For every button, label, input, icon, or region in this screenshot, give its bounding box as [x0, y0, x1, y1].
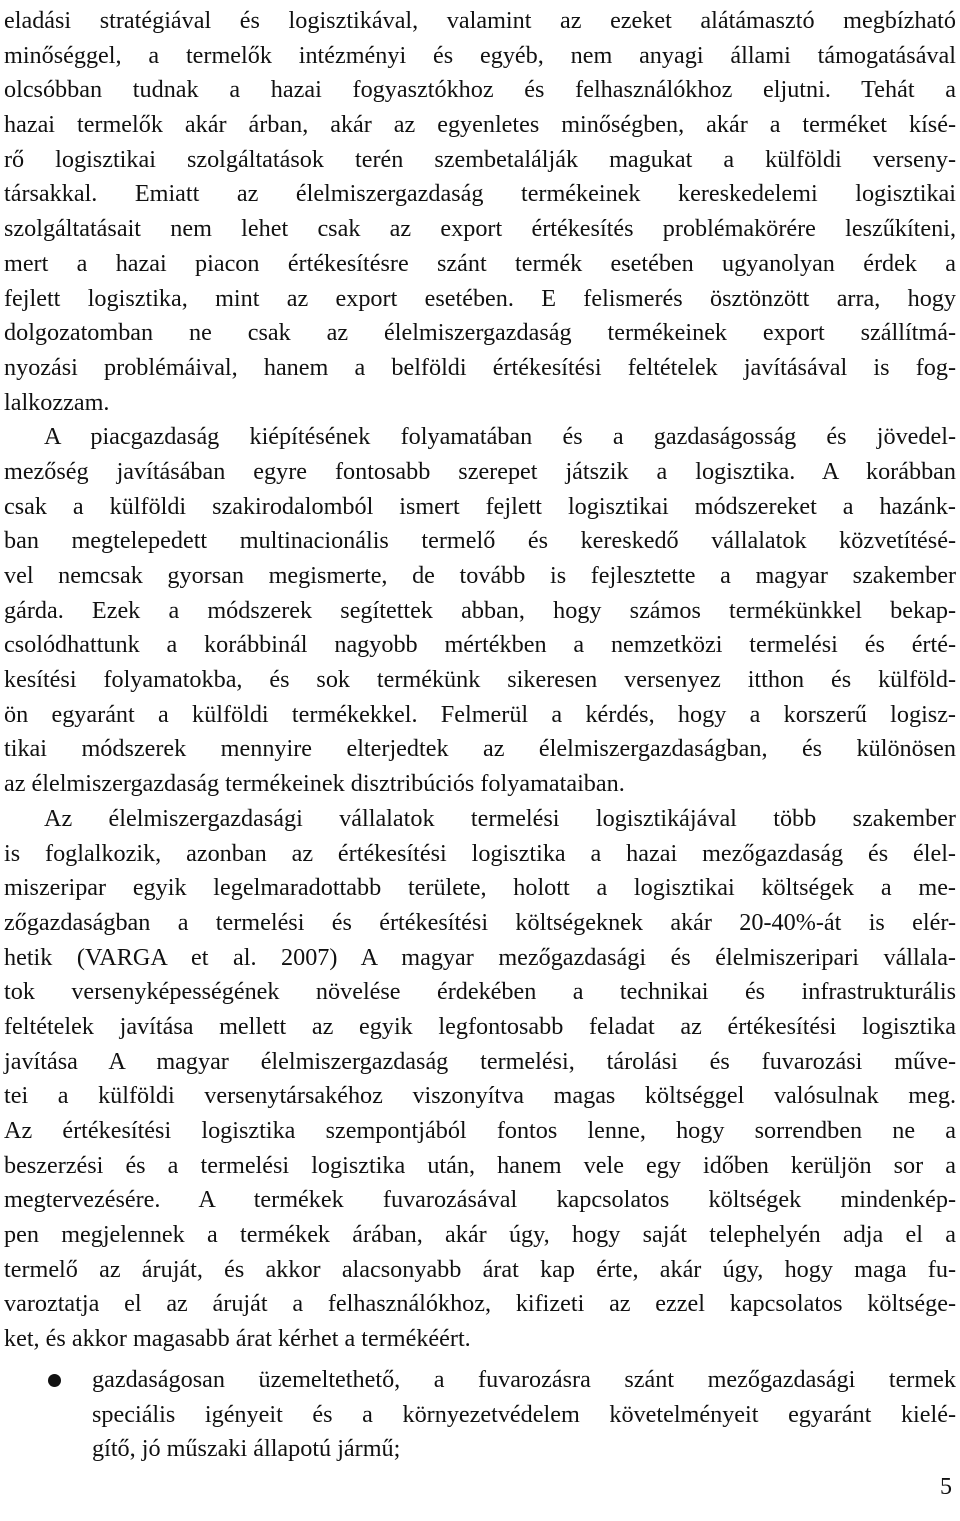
text-line: feltételek javítása mellett az egyik legfontosabb feladat az értékesítési logisztika [4, 1012, 956, 1040]
text-line: dolgozatomban ne csak az élelmiszergazdaság termékeinek export szállítmá- [4, 319, 956, 347]
text-line: hetik (VARGA et al. 2007) A magyar mezőgazdasági és élelmiszeripari vállala- [4, 943, 956, 971]
page-number: 5 [940, 1474, 952, 1500]
paragraph-1 [4, 4, 956, 420]
text-line: speciális igényeit és a környezetvédelem követelményeit egyaránt kielé- [92, 1400, 956, 1428]
document-page [4, 4, 956, 1467]
text-line: kesítési folyamatokba, és sok termékünk sikeresen versenyez itthon és külföld- [4, 666, 956, 694]
text-line: javítása A magyar élelmiszergazdaság termelési, tárolási és fuvarozási műve- [4, 1047, 956, 1075]
text-line: rő logisztikai szolgáltatások terén szembetalálják magukat a külföldi verseny- [4, 145, 956, 173]
text-line: társakkal. Emiatt az élelmiszergazdaság termékeinek kereskedelemi logisztikai [4, 180, 956, 208]
text-line: lalkozzam. [4, 388, 110, 416]
text-line: gazdaságosan üzemeltethető, a fuvarozásra szánt mezőgazdasági termek [92, 1365, 956, 1393]
text-line: termelő az áruját, és akkor alacsonyabb árat kap érte, akár úgy, hogy maga fu- [4, 1255, 956, 1283]
text-line: az élelmiszergazdaság termékeinek disztribúciós folyamataiban. [4, 770, 625, 798]
text-line: ban megtelepedett multinacionális termelő és kereskedő vállalatok közvetítésé- [4, 527, 956, 555]
text-line: zőgazdaságban a termelési és értékesítési költségeknek akár 20-40%-át is elér- [4, 908, 956, 936]
text-line: mert a hazai piacon értékesítésre szánt termék esetében ugyanolyan érdek a [4, 249, 956, 277]
text-line: varoztatja el az áruját a felhasználókhoz, kifizeti az ezzel kapcsolatos költsége- [4, 1290, 956, 1318]
text-line: nyozási problémáival, hanem a belföldi értékesítési feltételek javításával is fog- [4, 353, 956, 381]
text-line: minőséggel, a termelők intézményi és egyéb, nem anyagi állami támogatásával [4, 41, 956, 69]
text-line: gítő, jó műszaki állapotú jármű; [92, 1435, 401, 1463]
text-line: gárda. Ezek a módszerek segítettek abban, hogy számos termékünkkel bekap- [4, 596, 956, 624]
text-line: fejlett logisztika, mint az export esetében. E felismerés ösztönzött arra, hogy [4, 284, 956, 312]
bullet-list-item [4, 1363, 956, 1467]
text-line: Az élelmiszergazdasági vállalatok termelési logisztikájával több szakember [44, 804, 956, 832]
text-line: Az értékesítési logisztika szempontjából fontos lenne, hogy sorrendben ne a [4, 1117, 956, 1144]
text-line: ön egyaránt a külföldi termékekkel. Felmerül a kérdés, hogy a korszerű logisz- [4, 700, 956, 728]
text-line: is foglalkozik, azonban az értékesítési logisztika a hazai mezőgazdaság és élel- [4, 839, 956, 867]
text-line: hazai termelők akár árban, akár az egyenletes minőségben, akár a terméket kísé- [4, 111, 956, 139]
text-line: csak a külföldi szakirodalomból ismert fejlett logisztikai módszereket a hazánk- [4, 492, 956, 520]
text-line: szolgáltatásait nem lehet csak az export értékesítés problémakörére leszűkíteni, [4, 215, 956, 243]
text-line: csolódhattunk a korábbinál nagyobb mértékben a nemzetközi termelési és érté- [4, 631, 956, 659]
text-line: megtervezésére. A termékek fuvarozásával kapcsolatos költségek mindenkép- [4, 1186, 956, 1214]
text-line: eladási stratégiával és logisztikával, valamint az ezeket alátámasztó megbízható [4, 7, 956, 34]
text-line: tikai módszerek mennyire elterjedtek az élelmiszergazdaságban, és különösen [4, 735, 956, 763]
text-line: miszeripar egyik legelmaradottabb területe, holott a logisztikai költségek a me- [4, 874, 956, 902]
bullet-icon [48, 1374, 61, 1387]
paragraph-3 [4, 802, 956, 1357]
text-line: beszerzési és a termelési logisztika után, hanem vele egy időben kerüljön sor a [4, 1151, 956, 1179]
text-line: vel nemcsak gyorsan megismerte, de tovább is fejlesztette a magyar szakember [4, 562, 956, 589]
text-line: A piacgazdaság kiépítésének folyamatában és a gazdaságosság és jövedel- [44, 423, 956, 451]
text-line: ket, és akkor magasabb árat kérhet a termékéért. [4, 1325, 471, 1353]
text-line: mezőség javításában egyre fontosabb szerepet játszik a logisztika. A korábban [4, 457, 956, 485]
text-line: pen megjelennek a termékek árában, akár úgy, hogy saját telephelyén adja el a [4, 1221, 956, 1249]
paragraph-2 [4, 420, 956, 802]
text-line: tei a külföldi versenytársakéhoz viszonyítva magas költséggel valósulnak meg. [4, 1082, 956, 1110]
text-line: tok versenyképességének növelése érdekében a technikai és infrastrukturális [4, 978, 956, 1006]
text-line: olcsóbban tudnak a hazai fogyasztókhoz és felhasználókhoz eljutni. Tehát a [4, 76, 956, 104]
